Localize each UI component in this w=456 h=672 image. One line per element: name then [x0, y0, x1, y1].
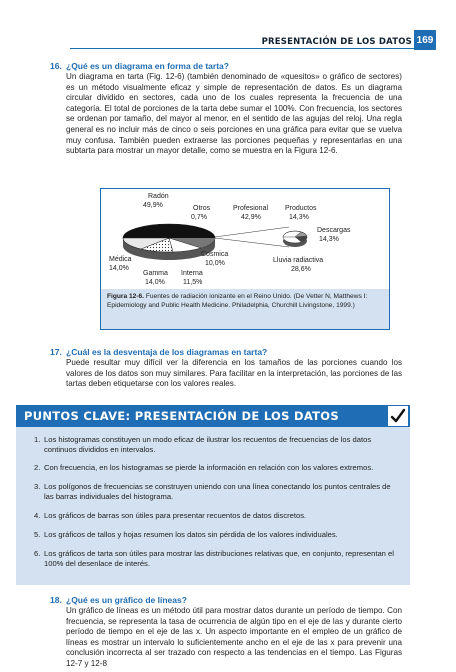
key-point: [34, 482, 400, 502]
question-16-number: 16.: [50, 61, 62, 71]
question-17-number: 17.: [50, 347, 62, 357]
label-cosmica: Cosmica: [201, 251, 229, 258]
label-lluvia: Lluvia radiactiva: [273, 257, 324, 264]
label-gamma-value: 14,0%: [145, 279, 165, 286]
pie-chart: [101, 189, 389, 289]
label-otros: Otros: [193, 205, 211, 212]
key-points-list: [16, 427, 410, 585]
label-radon: Radón: [148, 193, 169, 200]
key-point-number: 2.: [34, 463, 41, 472]
header-rule: [70, 48, 416, 49]
key-point-number: 4.: [34, 511, 41, 520]
label-medica: Médica: [109, 256, 132, 263]
key-point-text: Con frecuencia, en los histogramas se pierde la información en relación con los valores extremos.: [44, 463, 374, 472]
label-profesional-value: 42,9%: [241, 214, 261, 221]
label-productos-value: 14,3%: [289, 214, 309, 221]
connector-top: [215, 227, 289, 237]
key-point-text: Los gráficos de tallos y hojas resumen los datos sin pérdida de los valores individuales.: [44, 530, 338, 539]
figure-caption-text: Fuentes de radiación ionizante en el Reino Unido. (De Vetter N, Matthews I: Epidemiology and Public Health Medicine. Philadelphia, Churchill Livingstone, 1999.): [107, 293, 368, 309]
checkmark-icon: [388, 406, 408, 426]
question-17-heading: ¿Cuál es la desventaja de los diagramas en tarta?: [66, 347, 268, 357]
pie-slice-radon: [123, 224, 215, 238]
question-18-heading: ¿Qué es un gráfico de líneas?: [66, 595, 187, 605]
label-radon-value: 49,9%: [143, 202, 163, 209]
key-point: [34, 511, 400, 521]
key-point-text: Los histogramas constituyen un modo eficaz de ilustrar los recuentos de frecuencias de los datos continuos divididos en intervalos.: [44, 435, 372, 454]
key-point-number: 3.: [34, 482, 41, 491]
key-point: [34, 463, 400, 473]
connector-bottom: [215, 238, 289, 247]
running-header: [0, 0, 456, 54]
question-18-number: 18.: [50, 595, 62, 605]
key-point-text: Los gráficos de tarta son útiles para mostrar las distribuciones relativas que, en conjunto, representan el 100% del desenlace de interés.: [44, 549, 394, 568]
question-17-body: Puede resultar muy difícil ver la diferencia en los tamaños de las porciones cuando los valores de los datos son muy similares. Para facilitar en la interpretación, las porciones de las tartas deben etiquetarse con los valores reales.: [66, 358, 402, 389]
key-point-text: Los polígonos de frecuencias se construyen uniendo con una línea conectando los puntos centrales de las barras individuales del histograma.: [44, 482, 391, 501]
question-16-heading: ¿Qué es un diagrama en forma de tarta?: [66, 61, 229, 71]
key-point-text: Los gráficos de barras son útiles para presentar recuentos de datos discretos.: [44, 511, 307, 520]
key-point-number: 6.: [34, 549, 41, 558]
question-16: [50, 61, 402, 157]
question-18: [50, 595, 402, 670]
question-16-title: [50, 61, 402, 72]
key-point: [34, 530, 400, 540]
label-profesional: Profesional: [233, 205, 269, 212]
key-point: [34, 549, 400, 569]
question-18-body: Un gráfico de líneas es un método útil para mostrar datos durante un período de tiempo. Con frecuencia, se representa la tasa de ocurrencia de algún tipo en el eje de las y durante cierto período de tiempo en el eje de las x. Un aspecto importante en el empleo de un gráfico de líneas es mostrar un intervalo lo suficientemente ancho en el eje de las x para prevenir una conclusión incorrecta al ser trazado con respecto a las tendencias en el tiempo. Las Figuras 12-7 y 12-8: [66, 606, 402, 668]
label-medica-value: 14,0%: [109, 265, 129, 272]
key-point: [34, 435, 400, 455]
figure-12-6: [100, 188, 390, 330]
label-lluvia-value: 28,6%: [291, 266, 311, 273]
header-title: PRESENTACIÓN DE LOS DATOS: [261, 37, 412, 47]
label-cosmica-value: 10,0%: [205, 260, 225, 267]
question-17: [50, 347, 402, 390]
page-number: 169: [414, 30, 436, 50]
label-descargas: Descargas: [317, 227, 351, 234]
label-gamma: Gamma: [143, 270, 168, 277]
key-points-header: [16, 405, 410, 427]
sub-pie: [283, 231, 307, 247]
label-productos: Productos: [285, 205, 317, 212]
question-17-title: [50, 347, 402, 358]
label-interna-value: 11,5%: [183, 279, 203, 286]
label-interna: Interna: [181, 270, 203, 277]
figure-caption-label: Figura 12-6.: [107, 293, 145, 300]
key-point-number: 5.: [34, 530, 41, 539]
label-descargas-value: 14,3%: [319, 236, 339, 243]
key-point-number: 1.: [34, 435, 41, 444]
question-18-title: [50, 595, 402, 606]
figure-caption: [101, 289, 389, 329]
question-16-body: Un diagrama en tarta (Fig. 12-6) (también denominado de «quesitos» o gráfico de sectores) es un método visualmente eficaz y simple de representación de datos. Es un diagrama circular dividido en sectores, cada uno de los cuales representa la frecuencia de una categoría. El total de porciones de la tarta debe sumar el 100%. Con frecuencia, los sectores se ordenan por tamaño, del mayor al menor, en el sentido de las agujas del reloj. Una regla general es no incluir más de cinco o seis porciones en una gráfica para evitar que se vuelva muy confusa. También pueden extraerse las porciones pequeñas y representarlas en una subtarta para mostrar un mayor detalle, como se muestra en la Figura 12-6.: [66, 72, 402, 156]
key-points-title: PUNTOS CLAVE: PRESENTACIÓN DE LOS DATOS: [24, 409, 339, 423]
label-otros-value: 0,7%: [191, 214, 207, 221]
